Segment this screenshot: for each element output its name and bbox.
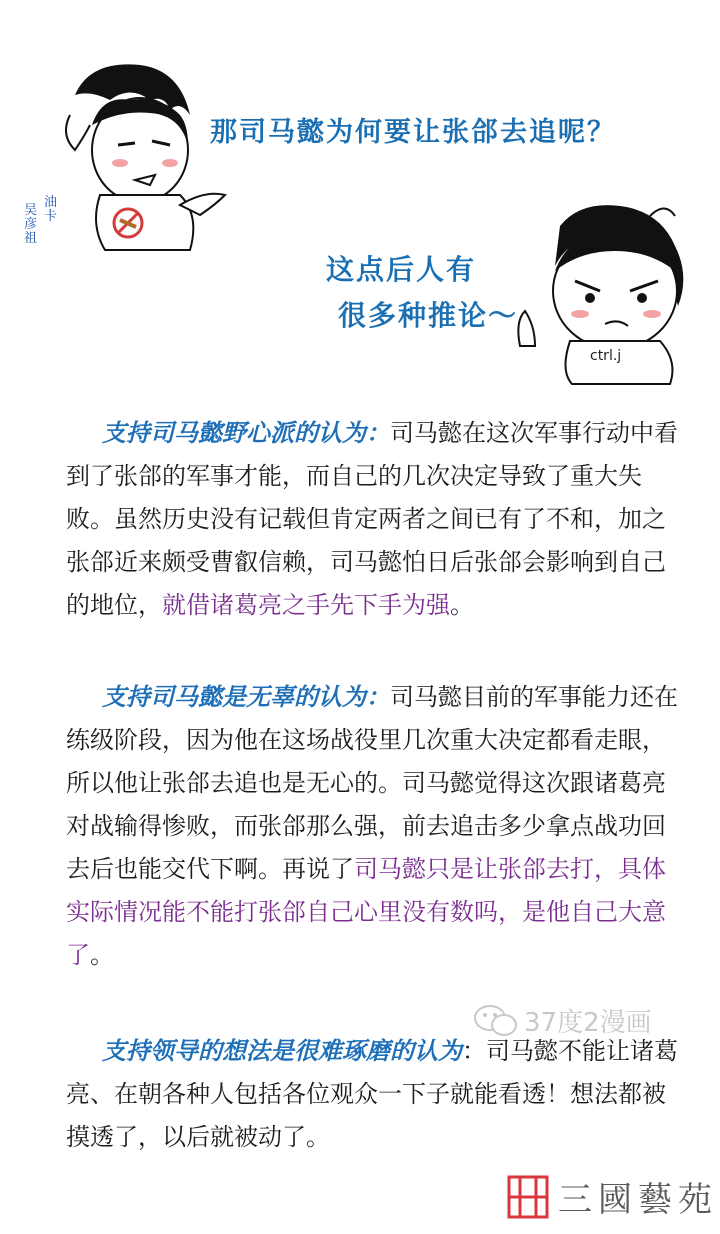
paragraph-2-tail: 。	[90, 941, 114, 969]
paragraph-3-heading: 支持领导的想法是很难琢磨的认为	[102, 1037, 462, 1065]
brand-logo	[506, 1172, 718, 1221]
question-text: 那司马懿为何要让张郃去追呢？	[210, 117, 616, 148]
paragraph-1-heading: 支持司马懿野心派的认为：	[102, 419, 390, 447]
paragraph-1-body: 司马懿在这次军事行动中看到了张郃的军事才能，而自己的几次决定导致了重大失败。虽然历史没有记载但肯定两者之间已有了不和，加之张郃近来颇受曹叡信赖，司马懿怕日后张郃会影响到自己的地位，	[66, 419, 678, 619]
paragraph-1-tail: 。	[450, 591, 474, 619]
brand-logo-text: 三國藝苑	[558, 1180, 718, 1220]
paragraph-1	[66, 412, 678, 627]
right-character-tag: ctrl.j	[590, 348, 622, 364]
paragraph-3-body: ：司马懿不能让诸葛亮、在朝各种人包括各位观众一下子就能看透！想法都被摸透了，以后就被动了。	[66, 1037, 678, 1151]
brand-mark-icon	[506, 1173, 550, 1221]
paragraph-2-highlight: 司马懿只是让张郃去打，具体实际情况能不能打张郃自己心里没有数吗，是他自己大意了	[66, 855, 666, 969]
paragraph-2-heading: 支持司马懿是无辜的认为：	[102, 683, 390, 711]
answer-line-1: 这点后人有	[326, 253, 477, 286]
paragraph-2	[66, 676, 678, 977]
left-character-tag-a: 油卡	[44, 195, 58, 224]
paragraph-1-highlight: 就借诸葛亮之手先下手为强	[162, 591, 450, 619]
answer-line-2: 很多种推论～	[338, 299, 519, 332]
left-character-illustration	[30, 55, 230, 255]
paragraph-3	[66, 1030, 678, 1159]
watermark-text: 37度2漫画	[524, 1008, 652, 1038]
paragraph-2-body: 司马懿目前的军事能力还在练级阶段，因为他在这场战役里几次重大决定都看走眼，所以他让张郃去追也是无心的。司马懿觉得这次跟诸葛亮对战输得惨败，而张郃那么强，前去追击多少拿点战功回去后也能交代下啊。再说了	[66, 683, 678, 883]
left-character-tag-b: 吴彦祖	[24, 203, 38, 246]
